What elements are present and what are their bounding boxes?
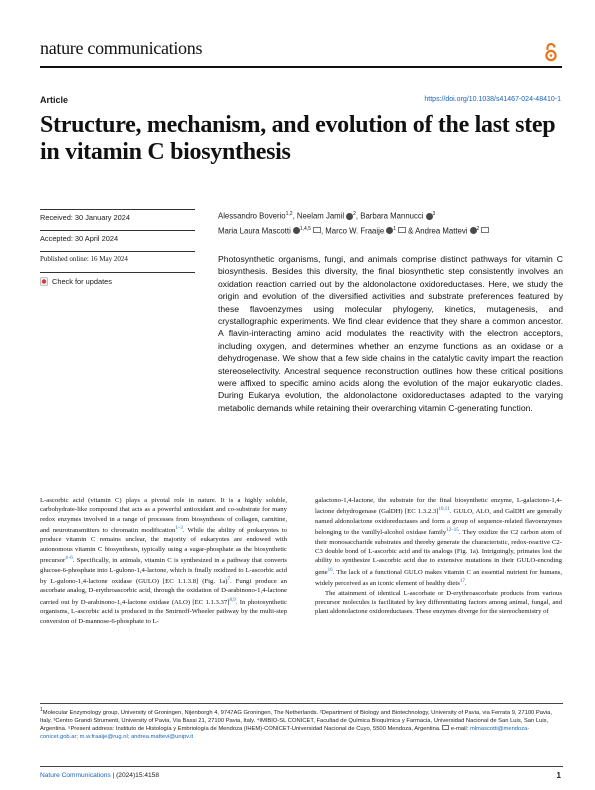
abstract: Photosynthetic organisms, fungi, and animals comprise distinct pathways for vitamin C biosynthesis. Besides this diversity, the final biosynthetic step consistently involves an oxidation reaction carried out by the aldonolactone oxidoreductases. Here, we study the origin and evolution of the diversified activities and substrate preferences featured by these flavoenzymes using molecular phylogeny, kinetics, mutagenesis, and crystallographic experiments. We find clear evidence that they share a common ancestor. A flavin-interacting amino acid modulates the reactivity with the electron acceptors, including oxygen, and determines whether an enzyme functions as an oxidase or a dehydrogenase. We show that a few side chains in the catalytic cavity impart the reaction stereoselectivity. Ancestral sequence reconstruction outlines how these critical positions were affixed to specific amino acids along the evolution of the major eukaryotic clades. During Eukarya evolution, the aldonolactone oxidoreductases adapted to the varying metabolic demands while retaining their overarching vitamin C-generating function. (218, 254, 563, 413)
author-name[interactable]: , Marco W. Fraaije (320, 226, 385, 236)
email-icon[interactable] (481, 227, 489, 233)
footer-rule (40, 766, 563, 767)
author-name[interactable]: Maria Laura Mascotti (218, 226, 291, 236)
orcid-icon[interactable] (470, 227, 477, 234)
check-updates-icon (40, 277, 48, 286)
published-date: Published online: 16 May 2024 (40, 251, 195, 272)
body-paragraph: galactono-1,4-lactone, the substrate for the final biosynthetic enzyme, L-galactono-1,4-lactone dehydrogenase (GalDH) [EC 1.3.2.3]$^{10,11}$. GULO, ALO, and GalDH are generally named aldonolactone oxidoreductases and form a group of sequence-related flavoenzymes belonging to the vanillyl-alcohol oxidase family$^{12-15}$. They oxidize the C2 carbon atom of their monosaccharide substrates and thereby generate the characteristic, redox-reactive C2-C3 double bond of L-ascorbic acid and its analogs (Fig. 1a). Intriguingly, primates lost the ability to synthesize L-ascorbic acid due to extensive mutations in their GULO-encoding gene$^{16}$. The lack of a functional GULO makes vitamin C an essential nutrient for humans, widely perceived as an iconic element of healthy diets$^{17}$. (315, 497, 563, 588)
footer-citation (40, 772, 159, 779)
author-name[interactable]: , Barbara Mannucci (355, 211, 424, 221)
journal-name: nature communications (40, 38, 203, 58)
body-paragraph: L-ascorbic acid (vitamin C) plays a pivotal role in nature. It is a highly soluble, carbohydrate-like compound that acts as a powerful antioxidant and co-substrate for many redox enzymes involved in a range of processes from biosynthesis of collagen, carnitine, and neurotransmitters to chromatin modification$^{1-3}$. While the ability of prokaryotes to produce vitamin C remains unclear, the majority of eukaryotes are endowed with autonomous vitamin C biosynthesis, typically using a sugar-phosphate as the biosynthetic precursor$^{4-6}$. Specifically, in animals, vitamin C is synthesized in a pathway that converts glucose-6-phosphate into L-gulono-1,4-lactone, which is finally oxidized to L-ascorbic acid by L-gulono-1,4-lactone oxidase (GULO) [EC 1.1.3.8] (Fig. 1a)$^7$. Fungi produce an ascorbate analog, D-erythroascorbic acid, through the oxidation of D-arabinono-1,4-lactone carried out by D-arabinono-1,4-lactone oxidase (ALO) [EC 1.1.3.37]$^{8,9}$. In photosynthetic organisms, L-ascorbic acid is produced in the Smirnoff-Wheeler pathway by the multi-step conversion of D-mannose-6-phosphate to L- (40, 497, 288, 625)
author-name[interactable]: & Andrea Mattevi (405, 226, 468, 236)
accepted-date: Accepted: 30 April 2024 (40, 230, 195, 251)
citation-link[interactable]: 10,11 (438, 507, 450, 513)
orcid-icon[interactable] (426, 213, 433, 220)
citation-link[interactable]: 1–3 (175, 525, 183, 531)
citation-link[interactable]: 8,9 (229, 597, 236, 603)
author-list (218, 208, 563, 237)
author-name[interactable]: , Neelam Jamil (292, 211, 345, 221)
email-links[interactable]: mlmascotti@mendoza-conicet.gob.ar; m.w.fraaije@rug.nl; andrea.mattevi@unipv.it (40, 726, 530, 741)
email-icon (442, 725, 449, 730)
footnote-rule (40, 703, 563, 704)
article-type-label: Article (40, 95, 69, 105)
doi-link[interactable]: https://doi.org/10.1038/s41467-024-48410-1 (424, 96, 561, 103)
citation-link[interactable]: 12–15 (446, 528, 459, 534)
article-dates (40, 209, 195, 293)
footer-journal-link[interactable]: Nature Communications (40, 772, 111, 779)
email-label: e-mail: (450, 726, 469, 733)
affiliation-sup: 2 (476, 225, 480, 232)
affiliations-footnote: $^1$Molecular Enzymology group, University of Groningen, Nijenborgh 4, 9747AG Groningen, The Netherlands. ²Department of Biology and Biotechnology, University of Pavia, via Ferrata 9, 27100 Pavia, Italy. ³Centro Grandi Strumenti, University of Pavia, Via Bassi 21, 27100 Pavia, Italy. ⁴IMIBIO-SL CONICET, Facultad de Química Bioquímica y Farmacia, Universidad Nacional de San Luis, San Luis, Argentina. ⁵Present address: Instituto de Histología y Embriología de Mendoza (IHEM)-CONICET-Universidad Nacional de Cuyo, 5500 Mendoza, Argentina. e-mail: mlmascotti@mendoza-conicet.gob.ar; m.w.fraaije@rug.nl; andrea.mattevi@unipv.it (40, 707, 552, 741)
body-column-right (315, 496, 562, 617)
footer-volume: | (2024)15:4158 (110, 772, 160, 779)
citation-link[interactable]: 17 (459, 579, 465, 585)
open-access-icon (544, 42, 558, 62)
affiliation-sup: 1 (393, 225, 396, 232)
received-date: Received: 30 January 2024 (40, 209, 195, 230)
email-icon[interactable] (398, 227, 406, 233)
check-for-updates-button[interactable] (40, 272, 195, 293)
affiliation-sup: 1,2 (285, 211, 293, 217)
body-column-left (40, 496, 287, 626)
orcid-icon[interactable] (293, 227, 300, 234)
check-updates-label: Check for updates (52, 276, 112, 286)
header-rule (40, 66, 562, 68)
affiliation-sup: 1,4,5 (299, 225, 311, 232)
author-name[interactable]: Alessandro Boverio (218, 211, 286, 221)
citation-link[interactable]: 16 (327, 567, 333, 573)
affiliation-sup: 3 (432, 211, 436, 217)
article-title: Structure, mechanism, and evolution of the last step in vitamin C biosynthesis (40, 112, 556, 165)
citation-link[interactable]: 4–6 (65, 556, 73, 562)
citation-link[interactable]: 7 (227, 576, 231, 582)
body-paragraph: The attainment of identical L-ascorbate or D-erythroascorbate products from various precursor molecules is facilitated by key differentiating factors among animal, fungal, and plant aldonolactone oxidoreductases. These enzymes diverge for the stereochemistry of (315, 589, 562, 616)
page-number: 1 (556, 771, 561, 780)
email-icon[interactable] (313, 227, 321, 233)
affiliation-sup: 2 (353, 211, 356, 217)
